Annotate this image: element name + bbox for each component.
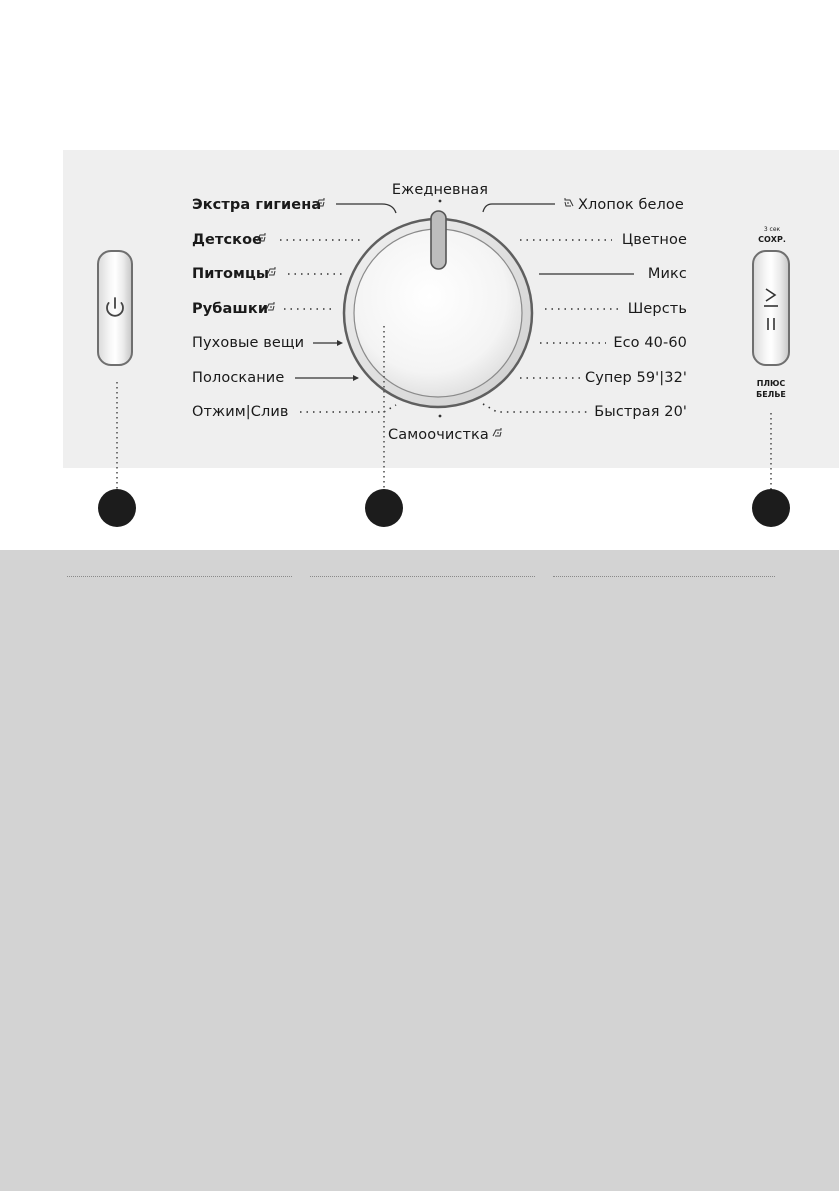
plus-label-line1: ПЛЮС: [756, 379, 786, 388]
program-cotton-white: Хлопок белое: [578, 197, 684, 213]
program-extra-hygiene: Экстра гигиена: [192, 197, 322, 213]
callout-marker-2: [365, 489, 403, 527]
program-icon-extra-hygiene: [316, 198, 324, 206]
program-colored: Цветное: [621, 232, 687, 248]
program-spin-drain: Отжим|Слив: [192, 404, 289, 420]
program-self-clean: Самоочистка: [388, 427, 489, 443]
program-shirts: Рубашки: [192, 301, 269, 317]
program-rinse: Полоскание: [192, 370, 285, 386]
program-daily: Ежедневная: [391, 182, 489, 198]
callout-marker-3: [752, 489, 790, 527]
program-dial[interactable]: [344, 211, 532, 407]
program-super: Супер 59'|32': [585, 370, 687, 386]
save-label: СОХР.: [758, 235, 786, 244]
program-icon-shirts: [266, 302, 274, 310]
program-wool: Шерсть: [627, 301, 687, 317]
program-down: Пуховые вещи: [192, 335, 305, 351]
hold-time-label: 3 сек: [763, 226, 781, 233]
program-icon-baby: [257, 233, 265, 241]
program-icon-pets: [267, 267, 275, 275]
program-eco: Eco 40-60: [613, 335, 687, 351]
program-mix: Микс: [647, 266, 687, 282]
callout-marker-1: [98, 489, 136, 527]
program-pets: Питомцы: [192, 266, 270, 282]
program-icon-cotton-white: [565, 198, 573, 206]
program-icon-self-clean: [493, 428, 501, 436]
plus-label-line2: БЕЛЬЕ: [756, 390, 786, 399]
program-quick: Быстрая 20': [594, 404, 687, 420]
program-baby: Детское: [192, 232, 263, 248]
